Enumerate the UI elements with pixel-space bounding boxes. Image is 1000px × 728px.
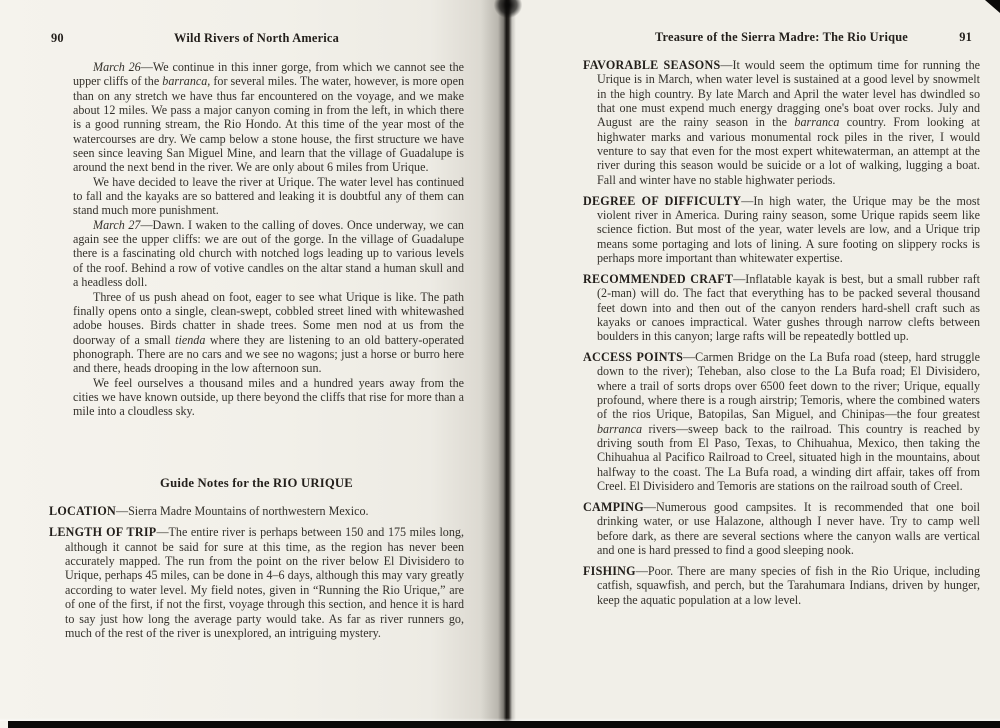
guide-section [583, 564, 980, 607]
diary-paragraph: We feel ourselves a thousand miles and a hundred years away from the cities we have known outside, up there beyond the cliffs that rise for more than a mile into a cloudless sky. [73, 375, 464, 419]
section-label: FISHING [583, 563, 636, 578]
page-left-header [49, 31, 464, 47]
guide-sections-left [49, 504, 464, 641]
section-text: In high water, the Urique may be the most violent river in America. During rainy season, some Urique rapids seem like science fiction. But most of the year, water levels are low, and a Urique trip means some portaging and lots of lining. A sure footing on slippery rocks is perhaps more important than whitewater expertise. [597, 193, 980, 265]
guide-section [49, 525, 464, 640]
guide-sections-right [583, 58, 980, 607]
diary-paragraph: March 27—Dawn. I waken to the calling of doves. Once underway, we can again see the upper cliffs: we are out of the gorge. In the village of Guadalupe there is a fascinating old church with notched logs leading up to various levels of the roof. Behind a row of votive candles on the altar stand a human skull and a headless doll. [73, 217, 464, 290]
section-separator: — [643, 499, 656, 514]
running-head-left: Wild Rivers of North America [173, 31, 340, 45]
guide-section [583, 272, 980, 344]
scan-bottom-bar [8, 721, 1000, 728]
section-separator: — [683, 350, 696, 365]
guide-section [583, 194, 980, 266]
section-separator: — [733, 271, 746, 286]
scan-corner-mark [985, 0, 1000, 13]
section-separator: — [741, 193, 754, 208]
section-text: Carmen Bridge on the La Bufa road (steep, hard struggle down to the river); Teheban, also close to the La Bufa road; El Divisidero, where a trail of sorts drops over 6500 feet down to the river; Urique, equally profound, where there is a rough airstrip; Temoris, where the combined waters of the rios Urique, Batopilas, San Miguel, and Chinipas—the four greatest barranca rivers—sweep back to the railroad. This country is reached by driving south from El Paso, Texas, to Chihuahua, Mexico, then taking the Chihuahua al Pacifico Railroad to Creel, situated high in the mountains, about halfway to the coast. The La Bufa road, a winding dirt affair, takes off from Creel. El Divisidero and Temoris are stations on the railroad south of Creel. [597, 350, 980, 494]
diary-paragraph: March 26—We continue in this inner gorge, from which we cannot see the upper cliffs of the barranca, for several miles. The water, however, is more open than on any stretch we have thus far encountered on the voyage, and we make about 12 miles. We pass a major canyon coming in from the left, in which there is a good running stream, the Rio Hondo. At this time of the year most of the watercourses are dry. We camp below a stone house, the first structure we have seen since leaving San Miguel Mine, and learn that the village of Guadalupe is around the next bend in the river. We are only about 6 miles from Urique. [73, 60, 464, 175]
page-number-right: 91 [959, 30, 972, 44]
guide-section [583, 500, 980, 557]
guide-section [583, 350, 980, 493]
section-text: The entire river is perhaps between 150 and 175 miles long, although it cannot be said for sure at this time, as the region has never been accurately mapped. The run from the point on the river below El Divisidero to Urique, perhaps 45 miles, can be done in 4–6 days, although this may vary greatly according to water level. My field notes, given in “Running the Rio Urique,” are of one of the first, if not the first, voyage through this section, and hence it is hard to say just how long the average party would take. As far as river runners go, much of the rest of the river is unexplored, an intriguing mystery. [65, 525, 464, 640]
section-separator: — [635, 563, 648, 578]
section-label: LOCATION [49, 503, 116, 518]
diary-entries [73, 60, 464, 419]
section-label: DEGREE OF DIFFICULTY [583, 193, 742, 208]
section-separator: — [720, 58, 733, 72]
section-separator: — [115, 503, 129, 518]
page-right-header [583, 30, 980, 46]
guide-section [49, 504, 464, 518]
section-text: Poor. There are many species of fish in the Rio Urique, including catfish, squawfish, and perch, but the Tarahumara Indians, driven by hunger, keep the aquatic population at a low level. [597, 563, 980, 607]
page-right [512, 0, 1000, 728]
section-text: Numerous good campsites. It is recommended that one boil drinking water, or use Halazone, although I never have. Try to camp well before dark, as there are several sections where the canyon walls are vertical and one is hard pressed to find a good sleeping nook. [597, 499, 980, 557]
section-text: Sierra Madre Mountains of northwestern Mexico. [128, 503, 369, 518]
section-text: It would seem the optimum time for running the Urique is in March, when water level is sustained at a good level by snowmelt in the high country. By late March and April the water level has dwindled so that one must expend much energy dragging one's boat over rocks. July and August are the rainy season in the barranca country. From looking at highwater marks and various monumental rock piles in the river, I would venture to say that even for the most expert whitewaterman, an attempt at the river during this season would be suicide or a lot of walking, lugging a boat. Fall and winter have no stable highwater periods. [597, 58, 981, 187]
section-label: LENGTH OF TRIP [49, 525, 157, 540]
section-text: Inflatable kayak is best, but a small rubber raft (2-man) will do. The fact that everything has to be packed several thousand feet down into and then out of the canyon renders hard-shell craft such as kayaks or canoes impractical. Water gushes through narrow clefts between boulders in this canyon; large rafts will be repeatedly bottled up. [597, 271, 980, 344]
guide-notes-heading: Guide Notes for the RIO URIQUE [160, 475, 353, 490]
section-label: ACCESS POINTS [583, 350, 684, 365]
gutter-top-shadow [494, 0, 522, 18]
page-gutter [498, 0, 516, 728]
section-label: FAVORABLE SEASONS [583, 58, 721, 72]
diary-paragraph: Three of us push ahead on foot, eager to see what Urique is like. The path finally opens onto a single, clean-swept, cobbled street lined with whitewashed adobe houses. Birds chatter in shade trees. Some men nod at us from the doorway of a small tienda where they are listening to an old battery-operated phonograph. There are no cars and we see no wagons; just a horse or burro here and there, heads drooping in the low afternoon sun. [73, 289, 465, 376]
guide-section [583, 58, 980, 187]
section-label: CAMPING [583, 499, 644, 514]
page-number-left: 90 [51, 31, 64, 45]
section-label: RECOMMENDED CRAFT [583, 271, 734, 286]
running-head-right: Treasure of the Sierra Madre: The Rio Urique [654, 30, 909, 44]
section-separator: — [156, 525, 169, 540]
diary-paragraph: We have decided to leave the river at Urique. The water level has continued to fall and the kayaks are so battered and leaking it is doubtful any of them can stand much more punishment. [73, 174, 464, 218]
